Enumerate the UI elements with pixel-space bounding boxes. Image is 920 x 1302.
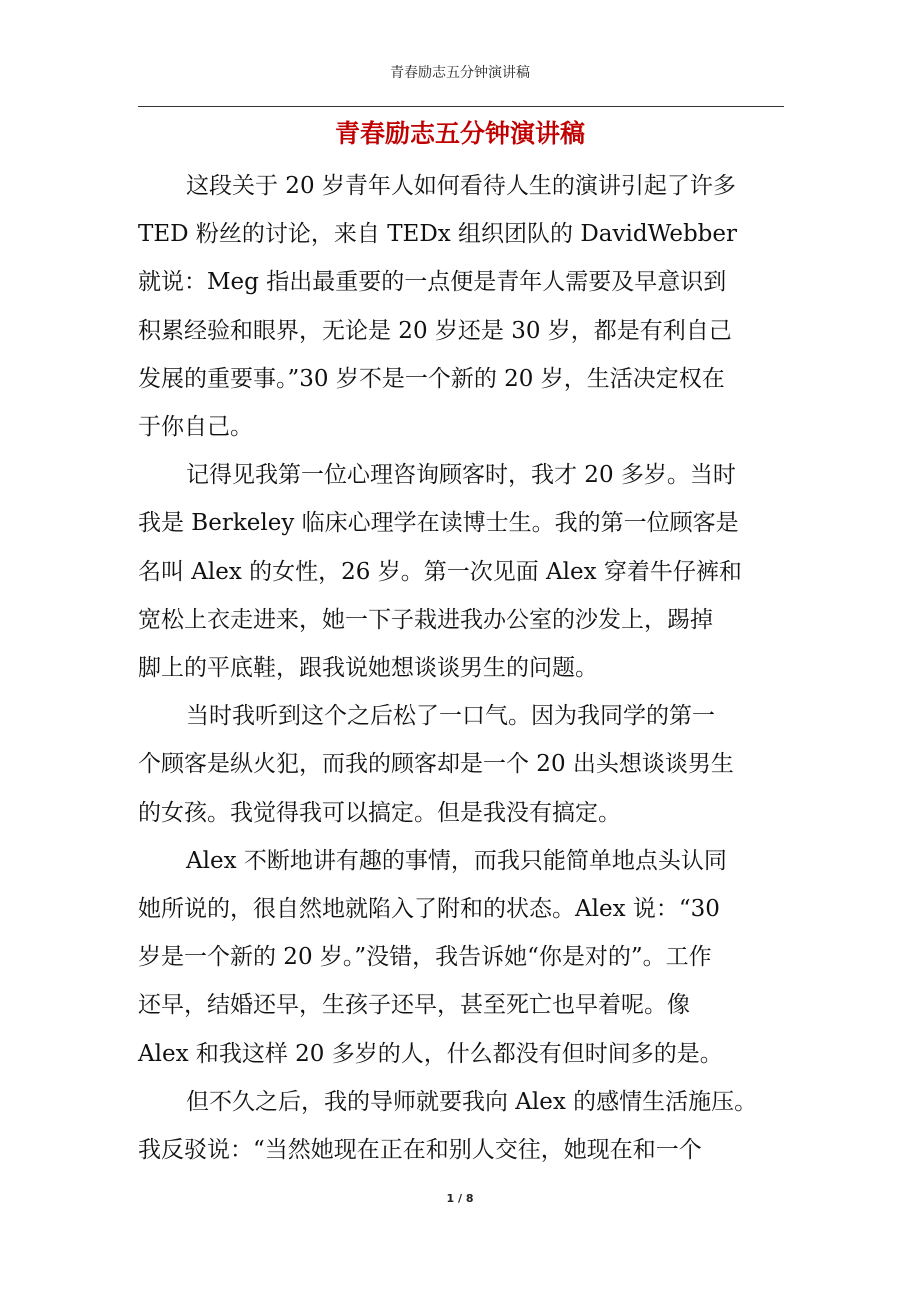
page-number: 1 / 8 (446, 1192, 474, 1205)
text-line: Alex 和我这样 20 多岁的人，什么都没有但时间多的是。 (138, 1040, 723, 1067)
text-line: 名叫 Alex 的女性，26 岁。第一次见面 Alex 穿着牛仔裤和 (138, 558, 742, 585)
text-line: 岁是一个新的 20 岁。”没错，我告诉她“你是对的”。工作 (138, 944, 712, 971)
text-line: 个顾客是纵火犯，而我的顾客却是一个 20 出头想谈谈男生 (138, 751, 734, 778)
text-line: 但不久之后，我的导师就要我向 Alex 的感情生活施压。 (186, 1088, 758, 1115)
text-line: 宽松上衣走进来，她一下子栽进我办公室的沙发上，踢掉 (138, 606, 713, 633)
text-line: 发展的重要事。”30 岁不是一个新的 20 岁，生活决定权在 (138, 365, 725, 392)
text-line: 于你自己。 (138, 414, 253, 441)
paragraph-3 (138, 692, 782, 837)
document-body (138, 162, 782, 1174)
text-line: 我是 Berkeley 临床心理学在读博士生。我的第一位顾客是 (138, 510, 739, 537)
text-line: 当时我听到这个之后松了一口气。因为我同学的第一 (186, 703, 715, 730)
text-line: 就说：Meg 指出最重要的一点便是青年人需要及早意识到 (138, 269, 727, 296)
paragraph-1 (138, 162, 782, 451)
text-line: 积累经验和眼界，无论是 20 岁还是 30 岁，都是有利自己 (138, 317, 732, 344)
text-line: TED 粉丝的讨论，来自 TEDx 组织团队的 DavidWebber (138, 221, 738, 248)
text-line: 我反驳说：“当然她现在正在和别人交往，她现在和一个 (138, 1137, 702, 1164)
text-line: 的女孩。我觉得我可以搞定。但是我没有搞定。 (138, 799, 621, 826)
header-divider (138, 106, 784, 107)
text-line: 记得见我第一位心理咨询顾客时，我才 20 多岁。当时 (186, 462, 736, 489)
text-line: 她所说的，很自然地就陷入了附和的状态。Alex 说：“30 (138, 896, 720, 923)
paragraph-5 (138, 1078, 782, 1174)
text-line: 还早，结婚还早，生孩子还早，甚至死亡也早着呢。像 (138, 992, 690, 1019)
paragraph-4 (138, 837, 782, 1078)
text-line: Alex 不断地讲有趣的事情，而我只能简单地点头认同 (186, 847, 727, 874)
running-header: 青春励志五分钟演讲稿 (390, 65, 530, 81)
text-line: 这段关于 20 岁青年人如何看待人生的演讲引起了许多 (186, 173, 736, 199)
document-title: 青春励志五分钟演讲稿 (334, 119, 585, 148)
text-line: 脚上的平底鞋，跟我说她想谈谈男生的问题。 (138, 655, 598, 682)
paragraph-2 (138, 451, 782, 692)
